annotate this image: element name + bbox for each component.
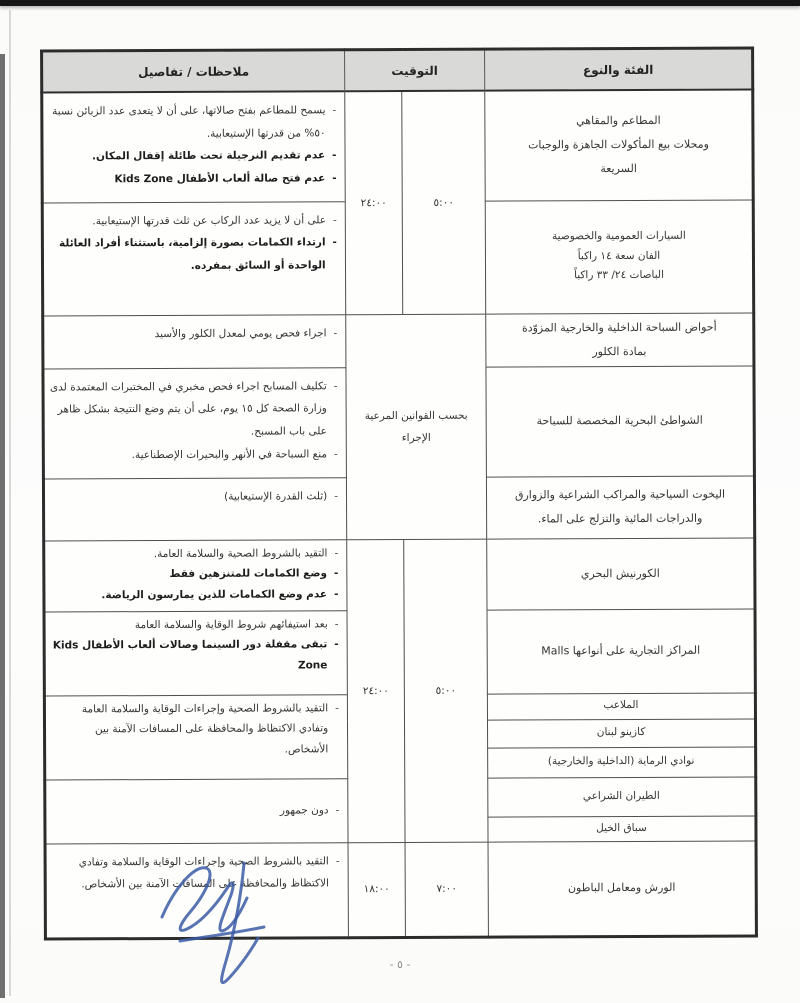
scan-artifact-left-faint-line xyxy=(9,10,11,996)
notes-cell-corniche xyxy=(44,540,347,612)
timing-close-cell-restaurants: ٢٤:٠٠ xyxy=(345,91,403,314)
header-category: الفئة والنوع xyxy=(485,48,753,91)
note-text: ارتداء الكمامات بصورة إلزامية، باستثناء أفراد العائلة الواحدة أو السائق بمفرده. xyxy=(59,236,326,272)
note-text: منع السباحة في الأنهر والبحيرات الإصطناعية. xyxy=(131,447,328,461)
notes-cell-yachts xyxy=(43,478,346,541)
note-text: يسمح للمطاعم بفتح صالاتها، على أن لا يتعدى عدد الزبائن نسبة ٥٠% من قدرتها الإستيعابية. xyxy=(52,104,326,140)
timing-open-cell-restaurants: ٥:٠٠ xyxy=(402,91,486,314)
note-item xyxy=(48,167,337,191)
note-item xyxy=(48,322,337,346)
notes-cell-beaches xyxy=(43,368,346,479)
dash-bullet: - xyxy=(332,149,337,162)
table-row xyxy=(45,841,756,939)
category-cell-malls: المراكز التجارية على أنواعها Malls xyxy=(487,609,755,694)
category-cell-paragliding: الطيران الشراعي xyxy=(488,777,756,817)
note-item xyxy=(48,209,337,233)
dash-bullet: - xyxy=(333,567,339,580)
notes-cell-malls xyxy=(44,611,347,696)
dash-bullet: - xyxy=(334,490,339,503)
category-cell-cars: السيارات العمومية والخصوصية الفان سعة ١٤ راكباً الباصات ٢٤/ ٣٣ راكباً xyxy=(485,199,753,313)
note-item xyxy=(50,614,339,636)
note-text: (ثلث القدرة الإستيعابية) xyxy=(224,490,328,503)
notes-cell-cars xyxy=(42,201,345,315)
regulations-table xyxy=(40,46,758,940)
timing-close-cell-workshops: ١٨:٠٠ xyxy=(348,842,405,937)
header-notes: ملاحظات / تفاصيل xyxy=(42,50,345,93)
notes-cell-restaurants xyxy=(42,91,345,202)
note-item xyxy=(49,543,338,565)
dash-bullet: - xyxy=(334,618,339,631)
dash-bullet: - xyxy=(335,804,340,817)
note-item xyxy=(48,375,337,444)
dash-bullet: - xyxy=(334,447,338,460)
notes-cell-pools xyxy=(43,314,346,369)
note-text: التقيد بالشروط الصحية وإجراءات الوقاية والسلامة العامة وتفادي الاكتظاظ والمحافظة على المسافات الآمنة بين الأشخاص. xyxy=(81,702,329,756)
timing-cell-water-activities: بحسب القوانين المرعية الإجراء xyxy=(346,314,487,540)
category-cell-shooting-clubs: نوادي الرماية (الداخلية والخارجية) xyxy=(488,747,756,778)
dash-bullet: - xyxy=(334,547,339,560)
note-item xyxy=(49,485,338,509)
note-text: التقيد بالشروط الصحية والسلامة العامة. xyxy=(153,547,328,560)
note-item xyxy=(49,584,338,606)
note-text: على أن لا يزيد عدد الركاب عن ثلث قدرتها الإستيعابية. xyxy=(92,213,327,227)
note-text: التقيد بالشروط الصحية وإجراءات الوقاية والسلامة وتفادي الاكتظاظ والمحافظة على المسافات الآمنة بين الأشخاص. xyxy=(78,855,329,891)
category-cell-pools: أحواض السباحة الداخلية والخارجية المزوّدة بمادة الكلور xyxy=(486,312,754,367)
category-cell-workshops: الورش ومعامل الباطون xyxy=(488,841,756,937)
table-row xyxy=(44,538,755,612)
category-cell-casino: كازينو لبنان xyxy=(487,719,755,748)
timing-close-cell-corniche-group: ٢٤:٠٠ xyxy=(347,539,405,842)
dash-bullet: - xyxy=(332,213,337,226)
category-cell-stadiums: الملاعب xyxy=(487,693,755,720)
header-timing: التوقيت xyxy=(345,49,485,91)
category-cell-restaurants: المطاعم والمقاهي ومحلات بيع المأكولات الجاهزة والوجبات السريعة xyxy=(485,89,753,200)
notes-cell-workshops xyxy=(45,843,348,939)
dash-bullet: - xyxy=(335,702,339,715)
scan-artifact-left-edge xyxy=(0,54,5,998)
note-item xyxy=(47,99,336,145)
dash-bullet: - xyxy=(334,638,339,651)
note-item xyxy=(48,231,337,277)
note-item xyxy=(50,635,339,677)
notes-cell-venues-shared xyxy=(44,695,347,780)
note-text: دون جمهور xyxy=(279,804,329,817)
note-text: عدم فتح صالة ألعاب الأطفال Kids Zone xyxy=(114,172,326,185)
note-item xyxy=(49,564,338,586)
note-text: اجراء فحص يومي لمعدل الكلور والأسيد xyxy=(154,326,327,340)
table-row xyxy=(42,89,753,202)
note-text: وضع الكمامات للمتنزهين فقط xyxy=(169,567,328,581)
note-item xyxy=(51,850,340,896)
notes-cell-no-audience xyxy=(45,779,348,844)
note-text: بعد استيفائهم شروط الوقاية والسلامة العامة xyxy=(134,618,328,632)
dash-bullet: - xyxy=(332,171,337,184)
timing-open-cell-corniche-group: ٥:٠٠ xyxy=(404,539,488,842)
dash-bullet: - xyxy=(332,236,337,249)
table-row xyxy=(43,312,754,368)
timing-open-cell-workshops: ٧:٠٠ xyxy=(405,842,488,937)
category-cell-yachts: اليخوت السياحية والمراكب الشراعية والزوارق والدراجات المائية والتزلج على الماء. xyxy=(486,476,754,539)
note-item xyxy=(50,799,339,823)
note-item xyxy=(47,144,336,168)
note-item xyxy=(50,698,339,761)
note-item xyxy=(49,443,338,467)
dash-bullet: - xyxy=(335,855,340,868)
category-cell-corniche: الكورنيش البحري xyxy=(487,538,755,610)
note-text: عدم وضع الكمامات للذين يمارسون الرياضة. xyxy=(101,588,328,602)
category-cell-beaches: الشواطئ البحرية المخصصة للسباحة xyxy=(486,366,754,477)
page-number: - ٥ - xyxy=(389,958,411,971)
dash-bullet: - xyxy=(333,326,338,339)
dash-bullet: - xyxy=(332,104,337,117)
dash-bullet: - xyxy=(334,588,339,601)
scan-artifact-top-edge xyxy=(0,0,800,6)
category-cell-horse-racing: سباق الخيل xyxy=(488,816,756,842)
note-text: عدم تقديم النرجيلة تحت طائلة إقفال المكان. xyxy=(91,149,326,163)
note-text: تكليف المسابح اجراء فحص مخبري في المختبرات المعتمدة لدى وزارة الصحة كل ١٥ يوم، على أن يتم وضع النتيجة بشكل ظاهر على باب المسبح. xyxy=(49,380,327,438)
table-header-row xyxy=(42,48,753,93)
dash-bullet: - xyxy=(333,380,338,393)
note-text: تبقى مقفلة دور السينما وصالات ألعاب الأطفال Kids Zone xyxy=(52,638,328,672)
